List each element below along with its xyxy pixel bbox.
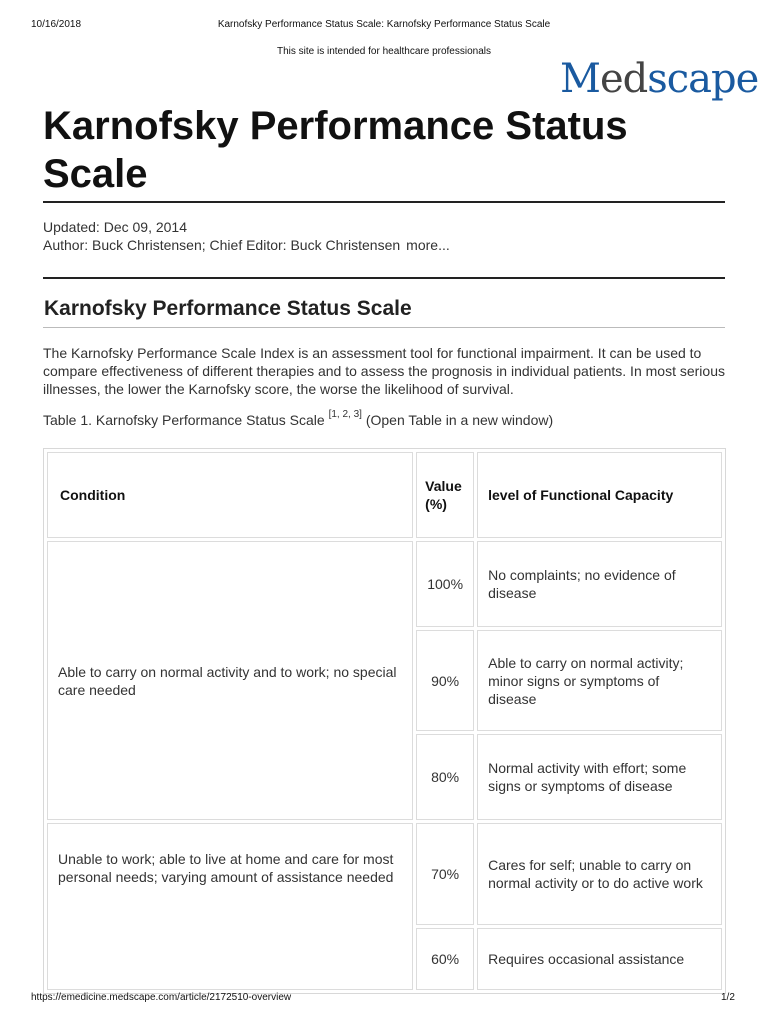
print-date: 10/16/2018 (31, 19, 82, 30)
title-divider (43, 201, 725, 203)
author-text: Author: Buck Christensen; Chief Editor: Buck Christensen (43, 237, 401, 253)
page-title: Karnofsky Performance Status Scale (43, 104, 628, 196)
logo-letters-scape: scape (647, 56, 759, 102)
more-link[interactable]: more... (406, 237, 450, 253)
updated-date: Updated: Dec 09, 2014 (43, 219, 187, 235)
value-cell: 100% (416, 541, 474, 627)
value-cell: 60% (416, 928, 474, 990)
section-divider (43, 327, 725, 328)
capacity-cell: Normal activity with effort; some signs or symptoms of disease (477, 734, 722, 820)
table-caption (43, 409, 554, 428)
author-line (43, 236, 450, 254)
site-notice: This site is intended for healthcare professionals (276, 46, 491, 57)
print-footer-url: https://emedicine.medscape.com/article/2172510-overview (31, 992, 292, 1003)
capacity-cell: Requires occasional assistance (477, 928, 722, 990)
header-capacity: level of Functional Capacity (477, 452, 722, 538)
capacity-cell: Cares for self; unable to carry on normal activity or to do active work (477, 823, 722, 925)
header-value: Value (%) (416, 452, 474, 538)
capacity-cell: Able to carry on normal activity; minor signs or symptoms of disease (477, 630, 722, 731)
meta-divider (43, 277, 725, 279)
value-cell: 80% (416, 734, 474, 820)
open-table-link[interactable]: (Open Table in a new window) (365, 412, 554, 428)
value-cell: 90% (416, 630, 474, 731)
logo-letter-m: M (560, 56, 600, 102)
section-title: Karnofsky Performance Status Scale (44, 297, 412, 320)
value-cell: 70% (416, 823, 474, 925)
print-footer-page: 1/2 (721, 992, 735, 1003)
caption-refs[interactable]: [1, 2, 3] (328, 409, 362, 420)
capacity-cell: No complaints; no evidence of disease (477, 541, 722, 627)
table-row (47, 541, 722, 627)
medscape-logo[interactable] (560, 56, 758, 102)
table-header-row (47, 452, 722, 538)
header-condition: Condition (47, 452, 413, 538)
condition-cell: Able to carry on normal activity and to work; no special care needed (47, 541, 413, 820)
karnofsky-table (43, 448, 726, 994)
table-row (47, 823, 722, 925)
logo-letters-ed: ed (599, 56, 648, 102)
print-header-title: Karnofsky Performance Status Scale: Karnofsky Performance Status Scale (217, 19, 551, 30)
caption-text: Table 1. Karnofsky Performance Status Scale (43, 412, 325, 428)
intro-paragraph: The Karnofsky Performance Scale Index is an assessment tool for functional impairment. It can be used to compare effectiveness of different therapies and to assess the prognosis in individual patients. In most serious illnesses, the lower the Karnofsky score, the worse the likelihood of survival. (43, 345, 725, 397)
condition-cell: Unable to work; able to live at home and care for most personal needs; varying amount of assistance needed (47, 823, 413, 990)
